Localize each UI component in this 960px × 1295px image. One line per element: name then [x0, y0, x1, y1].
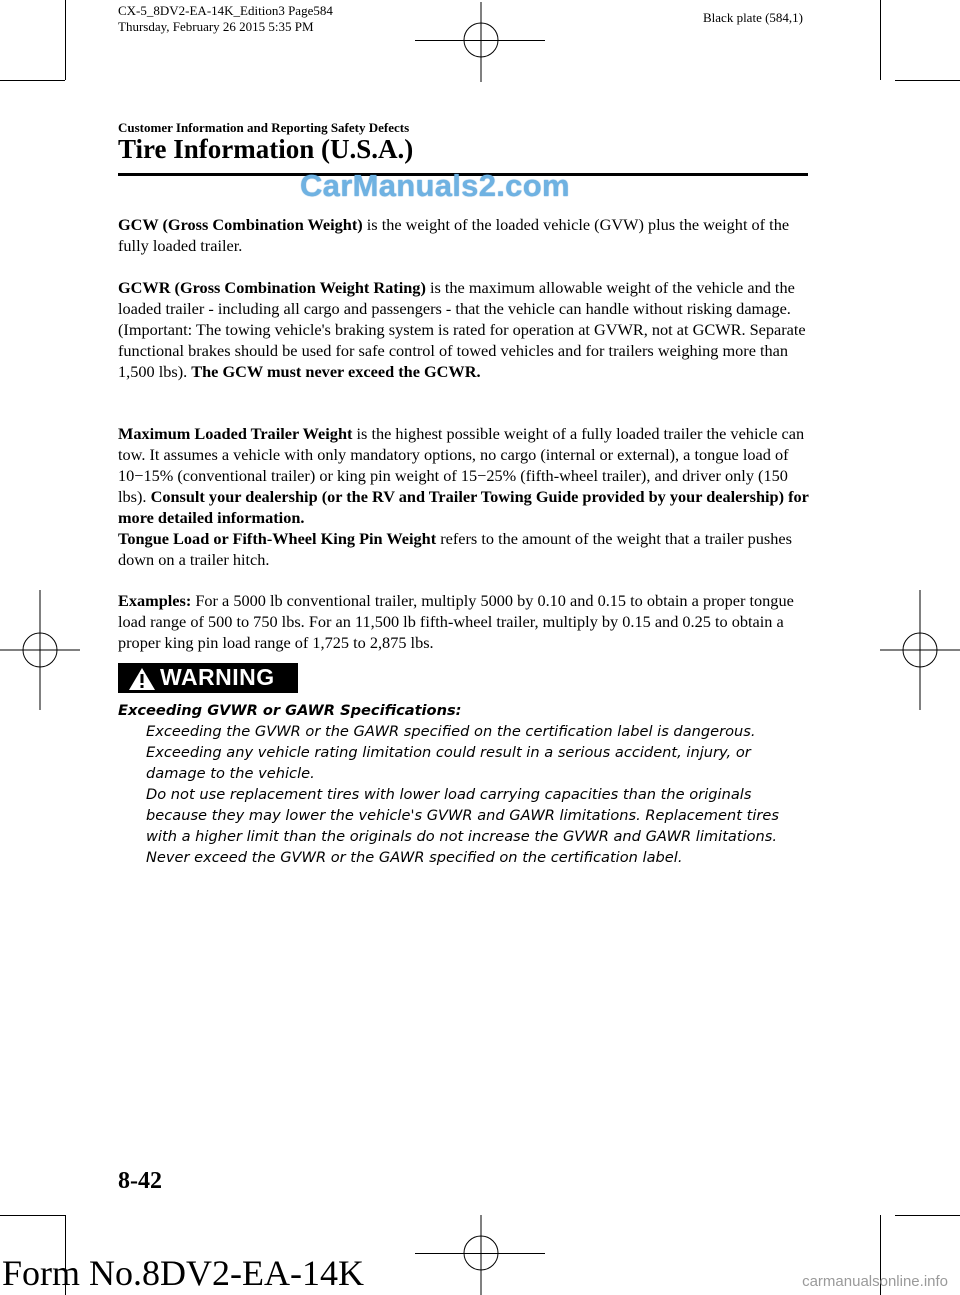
registration-mark-top	[455, 2, 507, 82]
warning-heading: Exceeding GVWR or GAWR Specifications:	[118, 702, 462, 719]
paragraph-mltw	[118, 423, 818, 570]
term-gcw: GCW (Gross Combination Weight)	[118, 215, 363, 234]
warning-paragraph-3: Never exceed the GVWR or the GAWR specified on the certification label.	[146, 849, 683, 866]
paragraph-gcw	[118, 214, 818, 256]
term-tongue: Tongue Load or Fifth-Wheel King Pin Weight	[118, 529, 437, 548]
warning-paragraph-1: Exceeding the GVWR or the GAWR specified on the certification label is dangerous. Exceeding any vehicle rating limitation could result in a serious accident, injury, or damage to the vehicle.	[146, 723, 756, 782]
paragraph-gcwr	[118, 277, 818, 382]
print-info-file: CX-5_8DV2-EA-14K_Edition3 Page584	[118, 3, 333, 18]
text-gcwr: is the maximum allowable weight of the vehicle and the loaded trailer - including all cargo and passengers - that the vehicle can handle without risking damage. (Important: The towing vehicle's braking system is rated for operation at GVWR, not at GCWR. Separate functional brakes should be used for safe control of towed vehicles and for trailers weighing more than 1,500 lbs).	[118, 278, 806, 381]
watermark: CarManuals2.com	[300, 168, 570, 203]
page-number: 8-42	[118, 1168, 162, 1194]
emphasis-gcwr: The GCW must never exceed the GCWR.	[191, 362, 481, 381]
warning-triangle-icon	[128, 667, 156, 691]
warning-badge	[118, 663, 298, 693]
plate-label: Black plate (584,1)	[703, 10, 803, 25]
warning-paragraph-2: Do not use replacement tires with lower load carrying capacities than the originals because they may lower the vehicle's GVWR and GAWR limitations. Replacement tires with a higher limit than the originals do not increase the GVWR and GAWR limitations.	[146, 786, 779, 845]
term-gcwr: GCWR (Gross Combination Weight Rating)	[118, 278, 426, 297]
site-watermark: carmanualsonline.info	[802, 1273, 948, 1290]
form-number: Form No.8DV2-EA-14K	[2, 1253, 364, 1293]
paragraph-examples	[118, 590, 818, 653]
registration-mark-left	[0, 590, 80, 710]
print-info-date: Thursday, February 26 2015 5:35 PM	[118, 19, 314, 34]
text-tongue: refers to the amount of the weight that a trailer pushes down on a trailer hitch.	[118, 529, 792, 569]
text-examples: For a 5000 lb conventional trailer, multiply 5000 by 0.10 and 0.15 to obtain a proper tongue load range of 500 to 750 lbs. For an 11,500 lb fifth-wheel trailer, multiply by 0.15 and 0.25 to obtain a proper king pin load range of 1,725 to 2,875 lbs.	[118, 591, 794, 652]
term-examples: Examples:	[118, 591, 192, 610]
registration-mark-right	[880, 590, 960, 710]
page-title: Tire Information (U.S.A.)	[118, 134, 414, 164]
print-info	[118, 3, 333, 35]
term-mltw: Maximum Loaded Trailer Weight	[118, 424, 353, 443]
warning-body	[118, 700, 808, 868]
emphasis-mltw: Consult your dealership (or the RV and Trailer Towing Guide provided by your dealership) for more detailed information.	[118, 487, 809, 527]
text-gcw: is the weight of the loaded vehicle (GVW) plus the weight of the fully loaded trailer.	[118, 215, 790, 255]
section-heading: Customer Information and Reporting Safety Defects	[118, 120, 410, 135]
registration-mark-bottom	[455, 1215, 507, 1295]
warning-label: WARNING	[160, 664, 275, 690]
text-mltw: is the highest possible weight of a fully loaded trailer the vehicle can tow. It assumes a vehicle with only mandatory options, no cargo (internal or external), a tongue load of 10−15% (conventional trailer) or king pin weight of 15−25% (fifth-wheel trailer), and driver only (150 lbs).	[118, 424, 805, 506]
